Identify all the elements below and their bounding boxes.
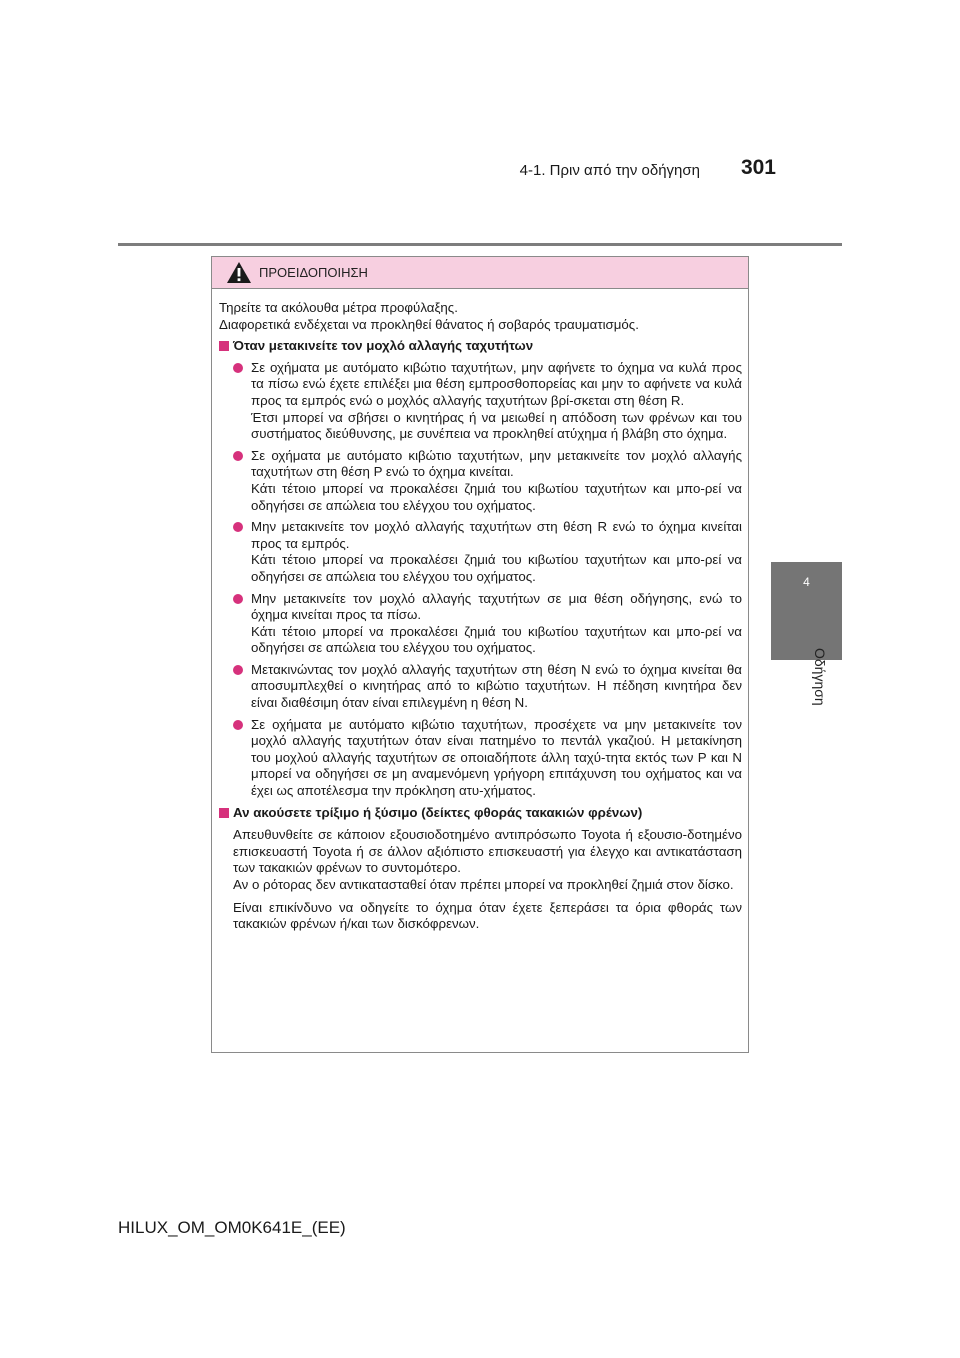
square-bullet-icon <box>219 341 229 351</box>
bullet-paragraph: Σε οχήματα με αυτόματο κιβώτιο ταχυτήτων, μην μετακινείτε τον μοχλό αλλαγής ταχυτήτων στη θέση P ενώ το όχημα κινείται. <box>251 447 742 480</box>
section-heading <box>219 338 742 355</box>
warning-header <box>212 257 748 289</box>
bullet-item <box>219 448 742 514</box>
bullet-text <box>251 519 742 585</box>
round-bullet-icon <box>233 451 243 461</box>
warning-section <box>219 805 742 933</box>
section-paragraph <box>219 827 742 893</box>
warning-intro-line: Τηρείτε τα ακόλουθα μέτρα προφύλαξης. <box>219 300 458 315</box>
document-code: HILUX_OM_OM0K641E_(EE) <box>118 1218 346 1237</box>
bullet-paragraph: Μην μετακινείτε τον μοχλό αλλαγής ταχυτήτων στη θέση R ενώ το όχημα κινείται προς τα εμπρός. <box>251 519 742 551</box>
warning-body <box>212 289 748 933</box>
bullet-text <box>251 717 742 800</box>
bullet-paragraph: Κάτι τέτοιο μπορεί να προκαλέσει ζημιά του κιβωτίου ταχυτήτων και μπο-ρεί να οδηγήσει σε απώλεια του ελέγχου του οχήματος. <box>251 552 742 584</box>
warning-intro <box>219 300 742 333</box>
page-number: 301 <box>740 156 776 179</box>
bullet-item <box>219 717 742 800</box>
round-bullet-icon <box>233 522 243 532</box>
bullet-item <box>219 360 742 443</box>
bullet-text <box>251 662 742 712</box>
warning-section <box>219 338 742 799</box>
bullet-paragraph: Έτσι μπορεί να σβήσει ο κινητήρας ή να μειωθεί η απόδοση των φρένων και του συστήματος διεύθυνσης, με συνέπεια να προκληθεί ατύχημα ή βλάβη στο όχημα. <box>251 409 742 442</box>
section-paragraph-line: Απευθυνθείτε σε κάποιον εξουσιοδοτημένο αντιπρόσωπο Toyota ή εξουσιο-δοτημένο επισκευαστή Toyota ή σε άλλον αξιόπιστο επισκευαστή για έλεγχο και αντικατάσταση των τακακιών φρένων το συντομότερο. <box>233 827 742 876</box>
section-heading-text: Όταν μετακινείτε τον μοχλό αλλαγής ταχυτήτων <box>233 338 534 354</box>
chapter-label: Οδήγηση <box>812 648 828 706</box>
bullet-paragraph: Μετακινώντας τον μοχλό αλλαγής ταχυτήτων στη θέση N ενώ το όχημα κινείται θα αποσυμπλεχθεί ο κινητήρας από το κιβώτιο ταχυτήτων. Η πέδηση κινητήρα δεν είναι διαθέσιμη όταν είναι επιλεγμένη η θέση N. <box>251 661 742 711</box>
bullet-text <box>251 360 742 443</box>
round-bullet-icon <box>233 665 243 675</box>
round-bullet-icon <box>233 594 243 604</box>
round-bullet-icon <box>233 720 243 730</box>
bullet-text <box>251 591 742 657</box>
section-paragraph <box>219 900 742 933</box>
header-section-title: 4-1. Πριν από την οδήγηση <box>519 162 700 179</box>
section-heading-text: Αν ακούσετε τρίξιμο ή ξύσιμο (δείκτες φθοράς τακακιών φρένων) <box>233 804 643 820</box>
header-rule <box>118 243 842 246</box>
section-paragraph-line: Αν ο ρότορας δεν αντικατασταθεί όταν πρέπει μπορεί να προκληθεί ζημιά στον δίσκο. <box>233 877 734 892</box>
warning-triangle-icon <box>227 262 251 283</box>
bullet-item <box>219 662 742 712</box>
bullet-text <box>251 448 742 514</box>
round-bullet-icon <box>233 363 243 373</box>
warning-box <box>211 256 749 1053</box>
bullet-paragraph: Κάτι τέτοιο μπορεί να προκαλέσει ζημιά του κιβωτίου ταχυτήτων και μπο-ρεί να οδηγήσει σε απώλεια του ελέγχου του οχήματος. <box>251 480 742 513</box>
section-heading <box>219 805 742 822</box>
warning-intro-line: Διαφορετικά ενδέχεται να προκληθεί θάνατος ή σοβαρός τραυματισμός. <box>219 316 639 332</box>
bullet-paragraph: Σε οχήματα με αυτόματο κιβώτιο ταχυτήτων, μην αφήνετε το όχημα να κυλά προς τα πίσω ενώ έχετε επιλέξει μια θέση εμπροσθοπορείας και μην το αφήνετε να κυλά προς τα εμπρός ενώ ο μοχλός αλλαγής ταχυτήτων βρί-σκεται στη θέση R. <box>251 359 742 408</box>
chapter-number: 4 <box>803 575 810 589</box>
section-paragraph-line: Είναι επικίνδυνο να οδηγείτε το όχημα όταν έχετε ξεπεράσει τα όρια φθοράς των τακακιών φρένων ή/και των δισκόφρενων. <box>233 899 742 932</box>
warning-title: ΠΡΟΕΙΔΟΠΟΙΗΣΗ <box>259 265 368 280</box>
bullet-paragraph: Σε οχήματα με αυτόματο κιβώτιο ταχυτήτων, προσέχετε να μην μετακινείτε τον μοχλό αλλαγής ταχυτήτων όταν είναι πατημένο το πεντάλ γκαζιού. Η μετακίνηση του μοχλού αλλαγής ταχυτήτων σε οποιαδήποτε άλλη ταχύ-τητα εκτός των P και N μπορεί να οδηγήσει σε μη αναμενόμενη γρήγορη επιτάχυνση του οχήματος και να έχει ως αποτέλεσμα την πρόκληση ατυ-χήματος. <box>251 716 742 799</box>
bullet-paragraph: Κάτι τέτοιο μπορεί να προκαλέσει ζημιά του κιβωτίου ταχυτήτων και μπο-ρεί να οδηγήσει σε απώλεια του ελέγχου του οχήματος. <box>251 623 742 656</box>
bullet-item <box>219 591 742 657</box>
bullet-item <box>219 519 742 585</box>
bullet-paragraph: Μην μετακινείτε τον μοχλό αλλαγής ταχυτήτων σε μια θέση οδήγησης, ενώ το όχημα κινείται προς τα πίσω. <box>251 590 742 623</box>
square-bullet-icon <box>219 808 229 818</box>
